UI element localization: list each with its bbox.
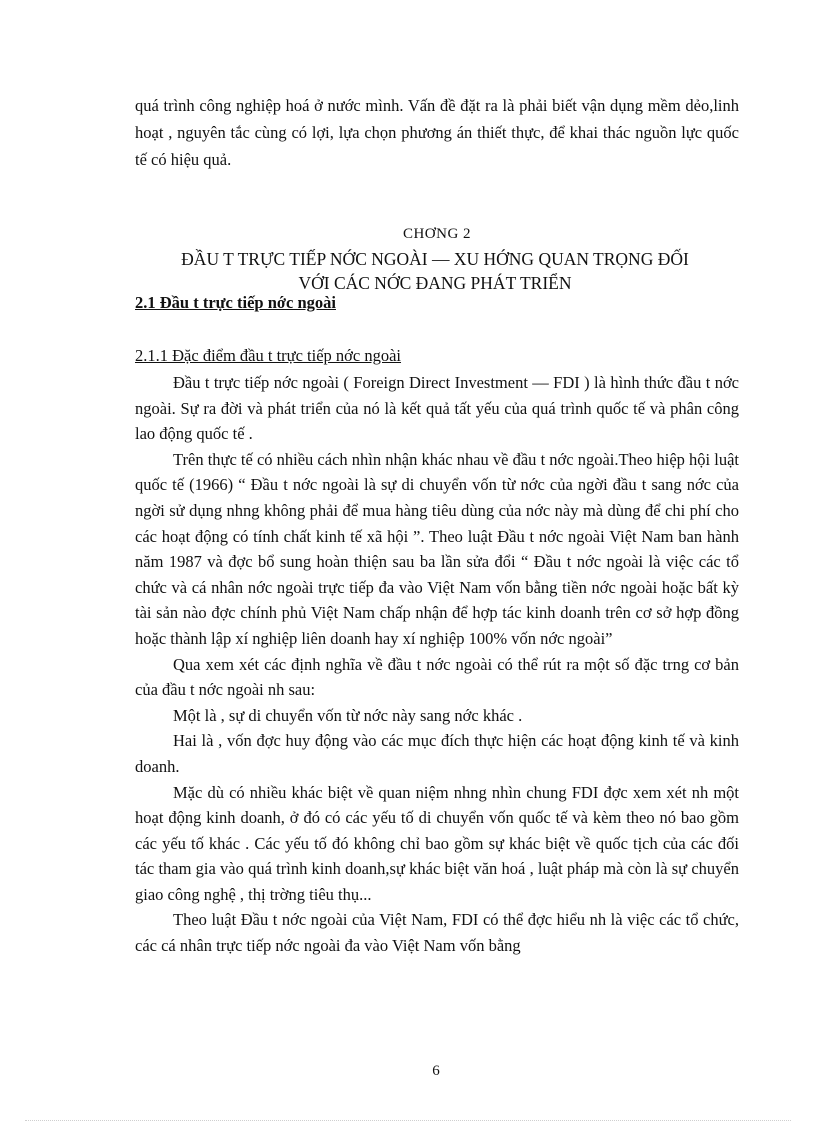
paragraph: Đầu t trực tiếp nớc ngoài ( Foreign Direct Investment — FDI ) là hình thức đầu t nớc ngoài. Sự ra đời và phát triển của nó là kết quả tất yếu của quá trình quốc tế và phân công lao động quốc tế . — [135, 373, 739, 444]
paragraph: Một là , sự di chuyển vốn từ nớc này sang nớc khác . — [173, 705, 523, 725]
subsection-heading: 2.1.1 Đặc điểm đầu t trực tiếp nớc ngoài — [135, 346, 402, 365]
paragraph: Trên thực tế có nhiều cách nhìn nhận khác nhau về đầu t nớc ngoài.Theo hiệp hội luật quốc tế (1966) “ Đầu t nớc ngoài là sự di chuyển vốn từ nớc của ngời đầu t sang nớc của ngời sử dụng nhng không phải để mua hàng tiêu dùng của nớc này mà dùng để chi phí cho các hoạt động có tính chất kinh tế xã hội ”. Theo luật Đầu t nớc ngoài Việt Nam ban hành năm 1987 và đợc bổ sung hoàn thiện sau ba lần sửa đổi “ Đầu t nớc ngoài là việc các tổ chức và cá nhân nớc ngoài trực tiếp đa vào Việt Nam vốn bằng tiền nớc ngoài hoặc bất kỳ tài sản nào đợc chính phủ Việt Nam chấp nhận để hợp tác kinh doanh trên cơ sở hợp đồng hoặc thành lập xí nghiệp liên doanh hay xí nghiệp 100% vốn nớc ngoài” — [135, 449, 739, 648]
chapter-title — [120, 247, 750, 295]
chapter-title-line-2: VỚI CÁC NỚC ĐANG PHÁT TRIỂN — [298, 273, 572, 293]
intro-paragraph — [135, 92, 739, 173]
paragraph: Hai là , vốn đợc huy động vào các mục đích thực hiện các hoạt động kinh tế và kinh doanh. — [135, 731, 739, 776]
section-heading: 2.1 Đầu t trực tiếp nớc ngoài — [135, 293, 336, 312]
paragraph: Qua xem xét các định nghĩa về đầu t nớc ngoài có thể rút ra một số đặc trng cơ bản của đầu t nớc ngoài nh sau: — [135, 654, 739, 700]
intro-text: quá trình công nghiệp hoá ở nước mình. Vấn đề đặt ra là phải biết vận dụng mềm dẻo,linh hoạt , nguyên tắc cùng có lợi, lựa chọn phương án thiết thực, để khai thác nguồn lực quốc tế có hiệu quả. — [135, 96, 739, 169]
paragraph: Mặc dù có nhiều khác biệt về quan niệm nhng nhìn chung FDI đợc xem xét nh một hoạt động kinh doanh, ở đó có các yếu tố di chuyển vốn quốc tế và kèm theo nó bao gồm các yếu tố khác . Các yếu tố đó không chỉ bao gồm sự khác biệt về quốc tịch của các đối tác tham gia vào quá trình kinh doanh,sự khác biệt văn hoá , luật pháp mà còn là sự chuyển giao công nghệ , thị trờng tiêu thụ... — [135, 782, 739, 904]
chapter-label: CHƠNG 2 — [402, 226, 472, 242]
page-number: 6 — [432, 1063, 440, 1079]
paragraph: Theo luật Đầu t nớc ngoài của Việt Nam, FDI có thể đợc hiểu nh là việc các tổ chức, các cá nhân trực tiếp nớc ngoài đa vào Việt Nam vốn bằng — [135, 910, 739, 956]
page-bottom-divider — [25, 1120, 791, 1121]
chapter-title-line-1: ĐẦU T TRỰC TIẾP NỚC NGOÀI — XU HỚNG QUAN TRỌNG ĐỐI — [181, 249, 689, 269]
body-text — [135, 370, 739, 959]
